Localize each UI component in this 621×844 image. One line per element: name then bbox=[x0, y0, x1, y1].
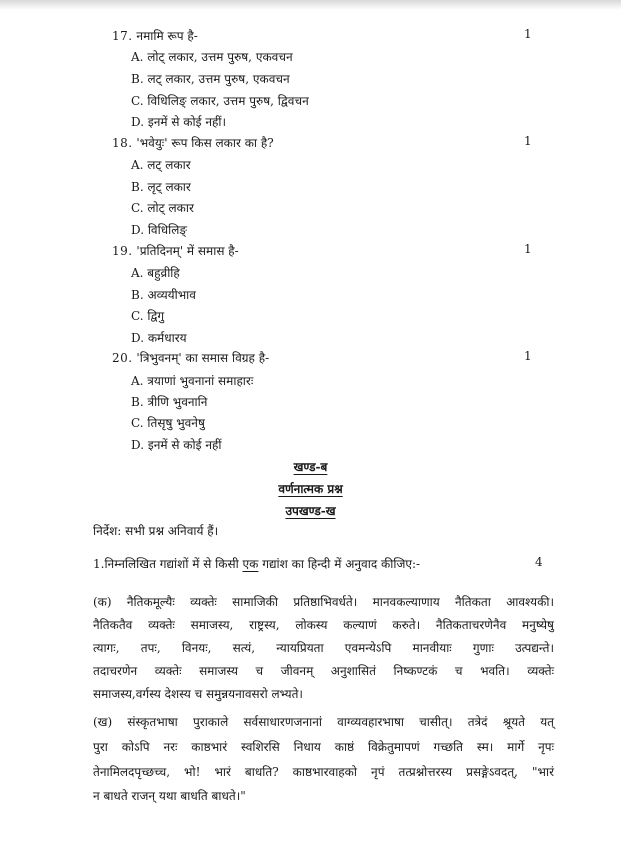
question-number: 19. bbox=[112, 244, 133, 258]
option: D. विधिलिङ् bbox=[131, 223, 187, 237]
question-marks: 1 bbox=[524, 242, 532, 256]
question-number: 20. bbox=[112, 351, 133, 365]
question-marks: 4 bbox=[535, 555, 543, 569]
passage-a-line: समाजस्य,वर्गस्य देशस्य च समुन्नयनावसरो लभ्यते। bbox=[93, 687, 303, 701]
question-number: 18. bbox=[112, 136, 133, 150]
option: B. लृट् लकार bbox=[131, 180, 191, 194]
passage-b-line: (ख) संस्कृतभाषा पुराकाले सर्वसाधारणजनानां वाग्व्यवहारभाषा चासीत्। तत्रेदं श्रूयते यत् bbox=[93, 715, 554, 729]
option: C. द्विगु bbox=[131, 309, 165, 323]
question-1: 1.निम्नलिखित गद्यांशों में से किसी एक गद्यांश का हिन्दी में अनुवाद कीजिए:- bbox=[93, 557, 421, 571]
option: A. लोट् लकार, उत्तम पुरुष, एकवचन bbox=[131, 50, 293, 64]
question-20 bbox=[112, 349, 269, 366]
subsection-title: उपखण्ड-ख bbox=[285, 504, 336, 518]
passage-a-line: तदाचरणेन व्यक्तेः समाजस्य च जीवनम् अनुशासितं निष्कण्टकं च भवति। व्यक्तेः bbox=[93, 664, 554, 678]
option: A. त्रयाणां भुवनानां समाहारः bbox=[131, 374, 254, 388]
question-text: नमामि रूप है- bbox=[136, 29, 198, 43]
instruction: निर्देश: सभी प्रश्न अनिवार्य हैं। bbox=[93, 524, 219, 538]
option: B. लट् लकार, उत्तम पुरुष, एकवचन bbox=[131, 72, 290, 86]
option: C. विधिलिङ् लकार, उत्तम पुरुष, द्विवचन bbox=[131, 94, 309, 108]
option: B. अव्ययीभाव bbox=[131, 288, 196, 302]
passage-b-line: तेनामिलदपृच्छच्च, भो! भारं बाधति? काष्ठभारवाहको नृपं तत्प्रश्नोत्तरस्य प्रसङ्गेऽवदत्, "भारं bbox=[93, 765, 554, 779]
question-19 bbox=[112, 242, 239, 259]
option: C. तिसृषु भुवनेषु bbox=[131, 416, 205, 430]
passage-a-line: त्यागः, तपः, विनयः, सत्यं, न्यायप्रियता एवमन्येऽपि मानवीयाः गुणाः उत्पद्यन्ते। bbox=[93, 641, 554, 655]
question-marks: 1 bbox=[524, 134, 532, 148]
passage-b-line: न बाधते राजन् यथा बाधति बाधते।" bbox=[93, 789, 246, 803]
question-18 bbox=[112, 134, 274, 151]
question-marks: 1 bbox=[524, 27, 532, 41]
question-text: 'भवेयुः' रूप किस लकार का है? bbox=[136, 136, 274, 150]
question-17 bbox=[112, 27, 198, 44]
section-subtitle: वर्णनात्मक प्रश्न bbox=[278, 482, 343, 496]
question-marks: 1 bbox=[524, 349, 532, 363]
page-top-shadow bbox=[0, 0, 621, 10]
option: D. इनमें से कोई नहीं। bbox=[131, 115, 227, 129]
question-number: 17. bbox=[112, 29, 133, 43]
question-text: 'त्रिभुवनम्' का समास विग्रह है- bbox=[136, 351, 270, 365]
option: C. लोट् लकार bbox=[131, 201, 194, 215]
section-title: खण्ड-ब bbox=[293, 460, 328, 474]
underlined-word: एक bbox=[242, 557, 259, 571]
passage-b-line: पुरा कोऽपि नरः काष्ठभारं स्वशिरसि निधाय काष्ठं विक्रेतुमापणं गच्छति स्म। मार्गे नृपः bbox=[93, 740, 554, 754]
option: A. बहुव्रीहि bbox=[131, 266, 180, 280]
question-text: 'प्रतिदिनम्' में समास है- bbox=[136, 244, 239, 258]
option: D. कर्मधारय bbox=[131, 331, 187, 345]
passage-a-line: नैतिकतैव व्यक्तेः समाजस्य, राष्ट्रस्य, लोकस्य कल्याणं करुते। नैतिकताचरणेनैव मनुष्येषु bbox=[93, 618, 554, 632]
option: B. त्रीणि भुवनानि bbox=[131, 395, 208, 409]
option: D. इनमें से कोई नहीं bbox=[131, 438, 222, 452]
option: A. लट् लकार bbox=[131, 158, 191, 172]
passage-a-line: (क) नैतिकमूल्यैः व्यक्तेः सामाजिकी प्रतिष्ठाभिवर्धते। मानवकल्याणाय नैतिकता आवश्यकी। bbox=[93, 595, 554, 609]
